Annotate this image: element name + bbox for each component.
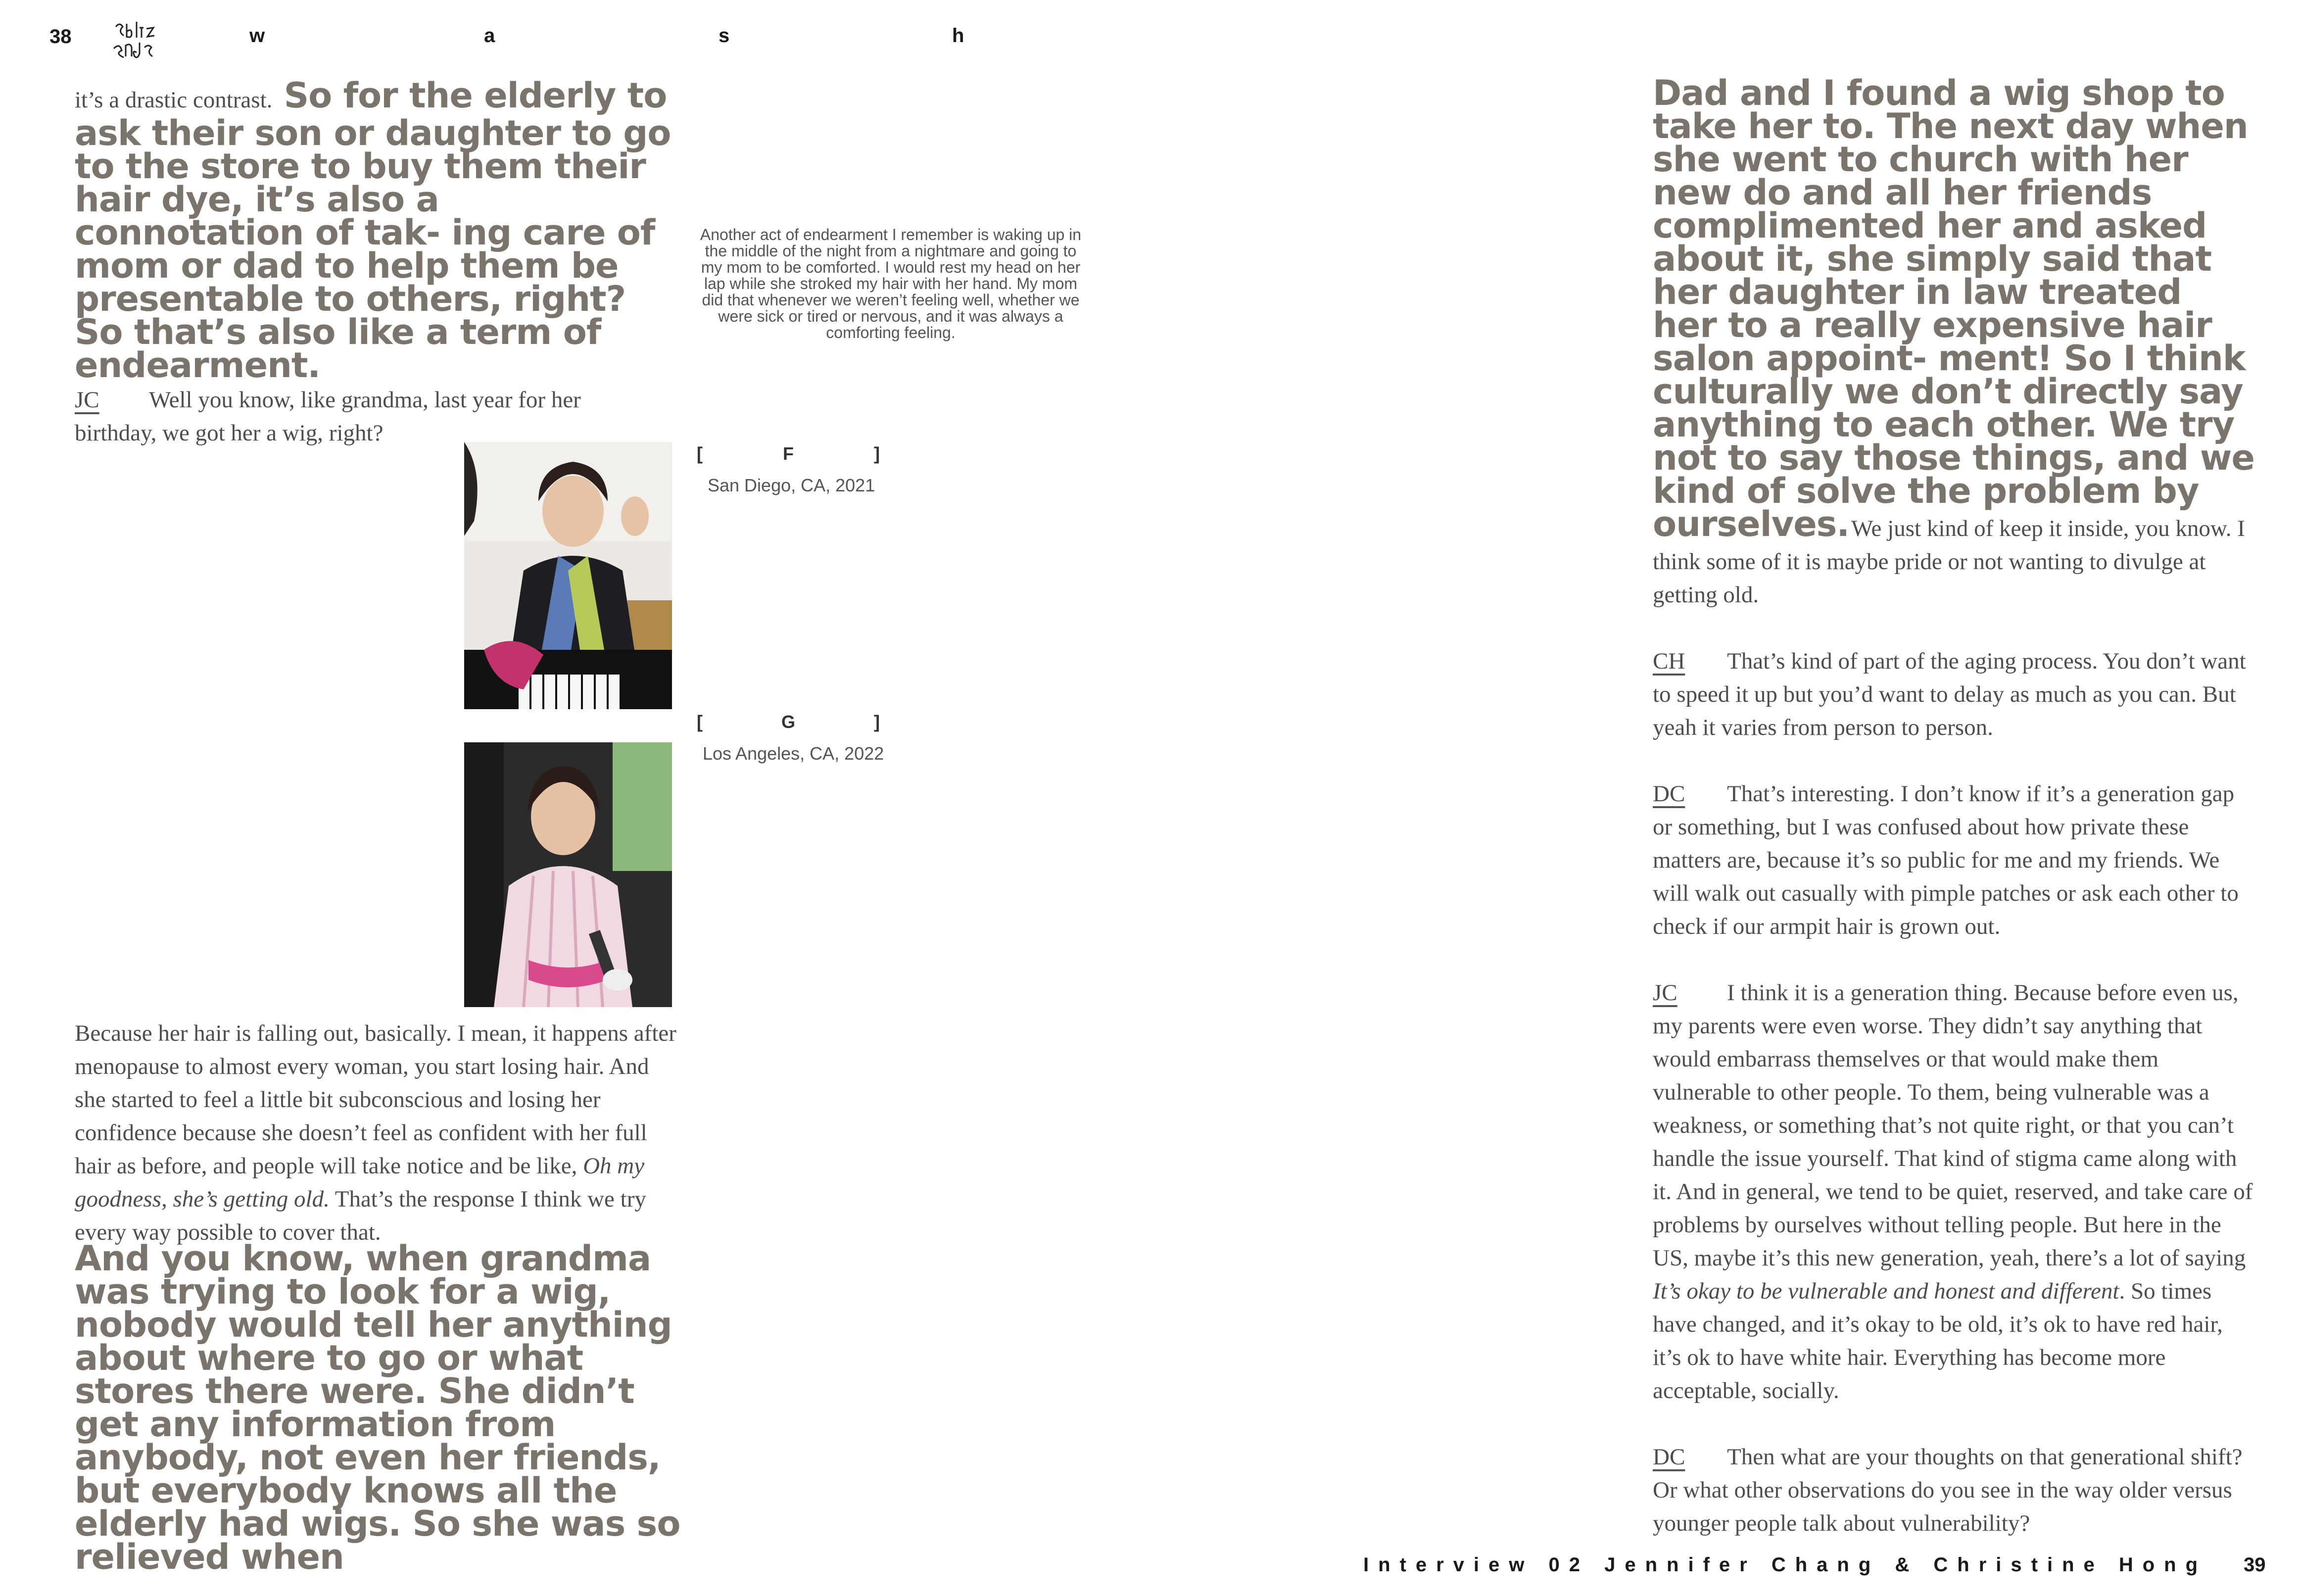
- exchange-jc: [1653, 976, 2256, 1407]
- photo-grandma-car: [464, 742, 672, 1007]
- exchange-text: . So times have changed, and it’s okay to be old, it’s ok to have red hair, it’s ok to have white hair. Everything has become more acceptable, socially.: [1653, 1278, 2223, 1403]
- exchange-text: I think it is a generation thing. Because before even us, my parents were even worse. They didn’t say anything that would embarrass themselves or that would make them vulnerable to other people. To them, being vulnerable was a weakness, or something that’s not quite right, or that you can’t handle the issue yourself. That kind of stigma came along with it. And in general, we tend to be quiet, reserved, and take care of problems by ourselves without telling people. But here in the US, maybe it’s this new generation, yeah, there’s a lot of saying: [1653, 980, 2253, 1271]
- figure-caption-g: Los Angeles, CA, 2022: [703, 743, 884, 764]
- exchange-ch: [1653, 645, 2256, 744]
- splitz-ends-logo: [109, 17, 173, 64]
- bracket-close: ]: [874, 443, 880, 464]
- pull-quote-wig-search: And you know, when grandma was trying to look for a wig, nobody would tell her anything about where to go or what stores there were. She didn’t get any information from anybody, not even her friends, but everybody knows all the elderly had wigs. So she was so relieved when: [75, 1238, 680, 1577]
- figure-letter: F: [783, 443, 794, 464]
- exchange-italic: It’s okay to be vulnerable and honest and different: [1653, 1278, 2119, 1304]
- body-text: Because her hair is falling out, basically. I mean, it happens after menopause to almost every woman, you start losing hair. And she started to feel a little bit subconscious and losing her confidence because she doesn’t feel as confident with her full hair as before, and people will take notice and be like,: [75, 1020, 676, 1179]
- page-number-right: 39: [2244, 1554, 2266, 1576]
- body-italic: Oh my goodness, she’s getting old.: [75, 1153, 645, 1212]
- left-body-hair-loss: [75, 1017, 678, 1249]
- exchange-text: That’s kind of part of the aging process. You don’t want to speed it up but you’d want to delay as much as you can. But yeah it varies from person to person.: [1653, 648, 2246, 740]
- exchange-text: Well you know, like grandma, last year for her birthday, we got her a wig, right?: [75, 387, 581, 446]
- figure-label-f: [697, 443, 880, 464]
- figure-letter: G: [781, 712, 795, 732]
- header-runner-letter: w: [249, 25, 265, 47]
- exchange-dc: [1653, 1441, 2256, 1540]
- speaker-label: DC: [1653, 1444, 1685, 1470]
- bracket-open: [: [697, 712, 703, 732]
- bracket-open: [: [697, 443, 703, 464]
- exchange-dc: [1653, 777, 2256, 943]
- speaker-label: CH: [1653, 648, 1685, 674]
- pull-quote-text: Dad and I found a wig shop to take her to. The next day when she went to church with her new do and all her friends complimented her and asked about it, she simply said that her daughter in law treated her to a really expensive hair salon appoint- ment! So I think culturally we don’t directly say anything to each other. We try not to say those things, and we kind of solve the problem by ourselves.: [1653, 73, 2254, 544]
- figure-label-g: [697, 712, 880, 732]
- left-column-top: [75, 75, 673, 386]
- speaker-label: DC: [1653, 781, 1685, 807]
- body-text: That’s the response I think we try every way possible to cover that.: [75, 1186, 646, 1245]
- side-note: Another act of endearment I remember is waking up in the middle of the night from a nightmare and going to my mom to be comforted. I would rest my head on her lap while she stroked my hair with her hand. My mom did that whenever we weren’t feeling well, whether we were sick or tired or nervous, and it was always a comforting feeling.: [700, 226, 1082, 341]
- pull-quote-wig-shop: [1653, 73, 2256, 612]
- body-text: We just kind of keep it inside, you know. I think some of it is maybe pride or not wanting to divulge at getting old.: [1653, 516, 2245, 608]
- photo-grandma-piano: [464, 442, 672, 709]
- speaker-label: JC: [75, 387, 99, 413]
- pull-quote-endearment: [75, 75, 673, 386]
- exchange-text: That’s interesting. I don’t know if it’s a generation gap or something, but I was confused about how private these matters are, because it’s so public for me and my friends. We will walk out casually with pimple patches or ask each other to check if our armpit hair is grown out.: [1653, 781, 2239, 939]
- jc-exchange-wig: [75, 384, 619, 450]
- footer-runner: Interview 02 Jennifer Chang & Christine Hong: [1363, 1554, 2207, 1576]
- bracket-close: ]: [873, 712, 880, 732]
- figure-caption-f: San Diego, CA, 2021: [708, 475, 875, 495]
- header-runner-letter: h: [952, 25, 964, 47]
- intro-body-text: it’s a drastic contrast.: [75, 87, 273, 113]
- header-runner-letter: a: [484, 25, 495, 47]
- speaker-label: JC: [1653, 980, 1678, 1006]
- header-runner-letter: s: [719, 25, 730, 47]
- right-column: [1653, 73, 2256, 1573]
- pull-quote-text: So for the elderly to ask their son or daughter to go to the store to buy them their hair dye, it’s also a connotation of tak- ing care of mom or dad to help them be presentable to others, right? So that’s also like a term of endearment.: [75, 75, 671, 386]
- exchange-text: Then what are your thoughts on that generational shift? Or what other observations do you see in the way older versus younger people talk about vulnerability?: [1653, 1444, 2243, 1536]
- page-number-left: 38: [49, 26, 72, 48]
